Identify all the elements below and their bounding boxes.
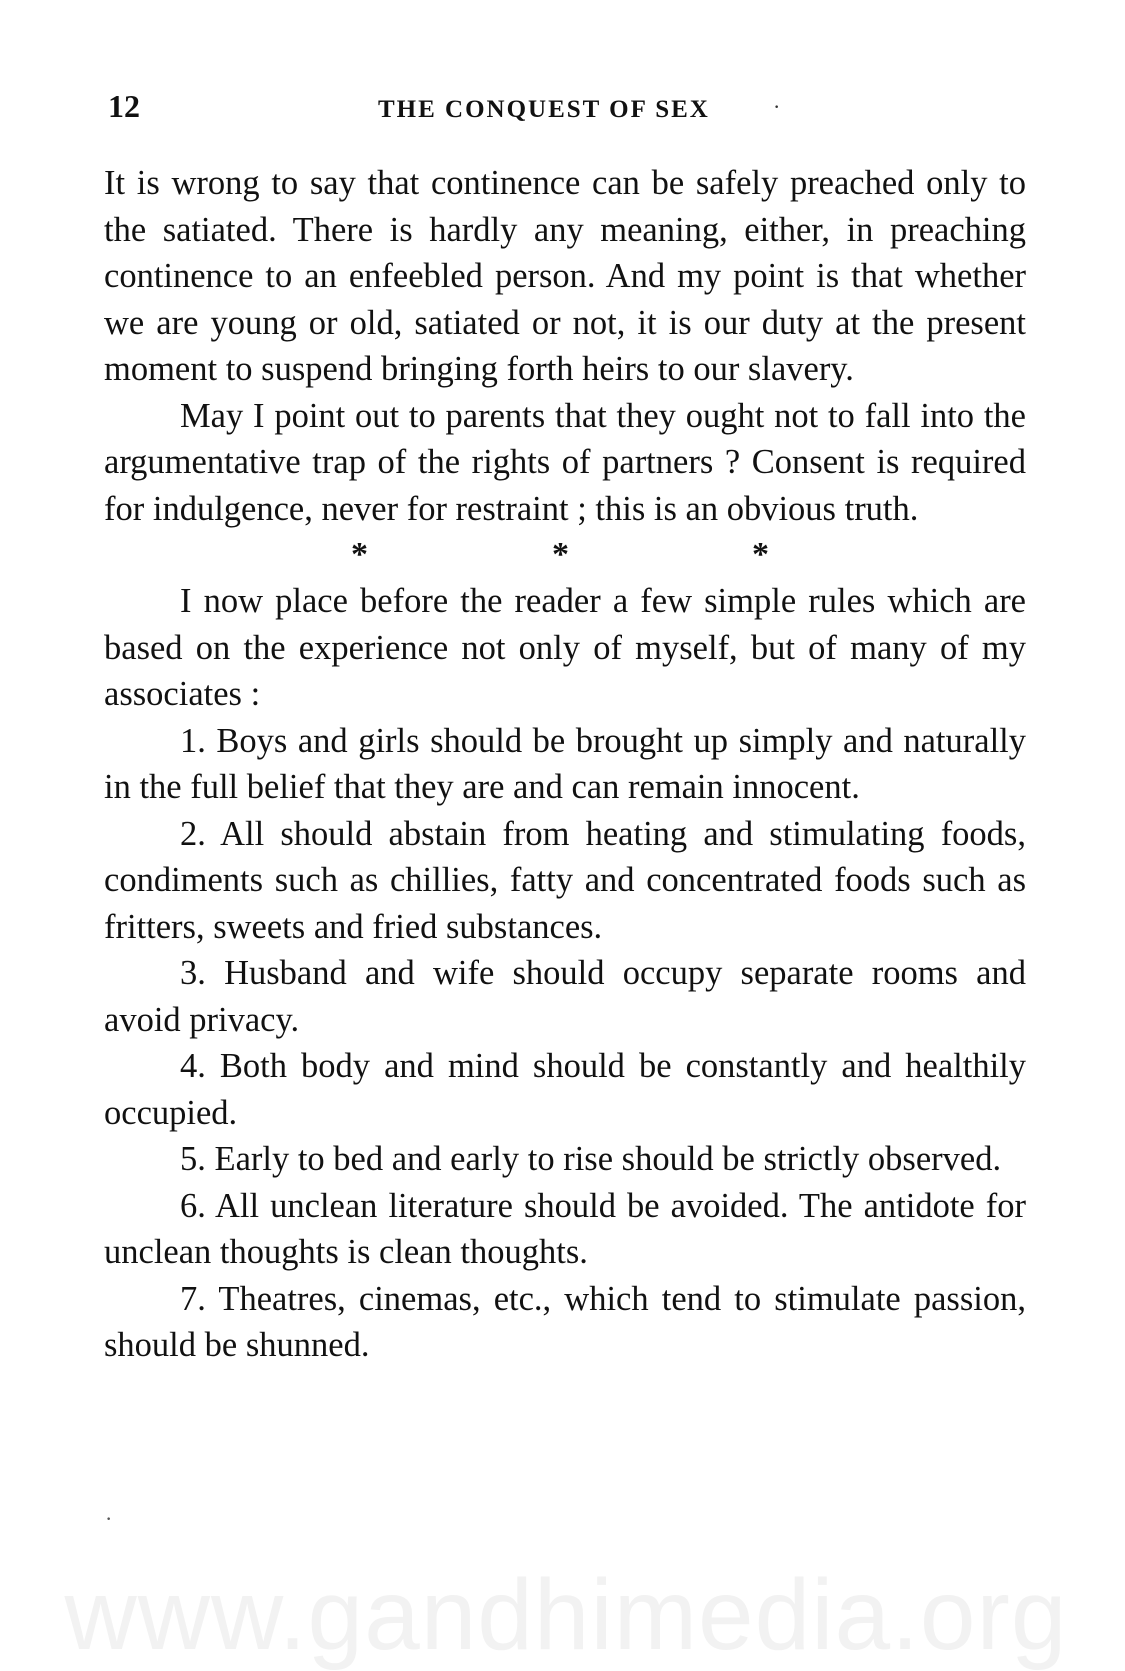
body-text	[104, 160, 1026, 1369]
paragraph-continence: It is wrong to say that continence can be safely preached only to the satiated. There is hardly any meaning, either, in preaching continence to an enfeebled person. And my point is that whether we are young or old, satiated or not, it is our duty at the present moment to suspend bringing forth heirs to our slavery.	[104, 164, 1026, 388]
asterism-1: *	[351, 536, 368, 573]
rule-7: 7. Theatres, cinemas, etc., which tend to stimulate passion, should be shunned.	[104, 1279, 1026, 1364]
rule-5: 5. Early to bed and early to rise should be strictly observed.	[180, 1140, 1002, 1178]
rule-6: 6. All unclean literature should be avoided. The antidote for unclean thoughts is clean thoughts.	[104, 1186, 1026, 1271]
asterism-3: *	[752, 536, 769, 573]
header-mark: ·	[773, 94, 781, 119]
section-break	[104, 532, 1026, 578]
margin-mark: ·	[105, 1506, 113, 1531]
paragraph-parents: May I point out to parents that they ought not to fall into the argumentative trap of the rights of partners ? Consent is required for indulgence, never for restraint ; this is an obvious truth.	[104, 396, 1026, 528]
page-header	[108, 88, 1028, 138]
watermark: www.gandhimedia.org	[64, 1559, 1068, 1671]
rule-3: 3. Husband and wife should occupy separate rooms and avoid privacy.	[104, 954, 1026, 1039]
running-head: THE CONQUEST OF SEX	[378, 96, 710, 123]
asterism-2: *	[552, 536, 569, 573]
paragraph-rules-intro: I now place before the reader a few simple rules which are based on the experience not only of myself, but of many of my associates :	[104, 582, 1026, 713]
rule-1: 1. Boys and girls should be brought up simply and naturally in the full belief that they are and can remain innocent.	[104, 721, 1026, 806]
rule-2: 2. All should abstain from heating and stimulating foods, condiments such as chillies, fatty and concentrated foods such as fritters, sweets and fried substances.	[104, 814, 1026, 946]
page-number: 12	[108, 88, 140, 124]
rule-4: 4. Both body and mind should be constantly and healthily occupied.	[104, 1047, 1026, 1132]
